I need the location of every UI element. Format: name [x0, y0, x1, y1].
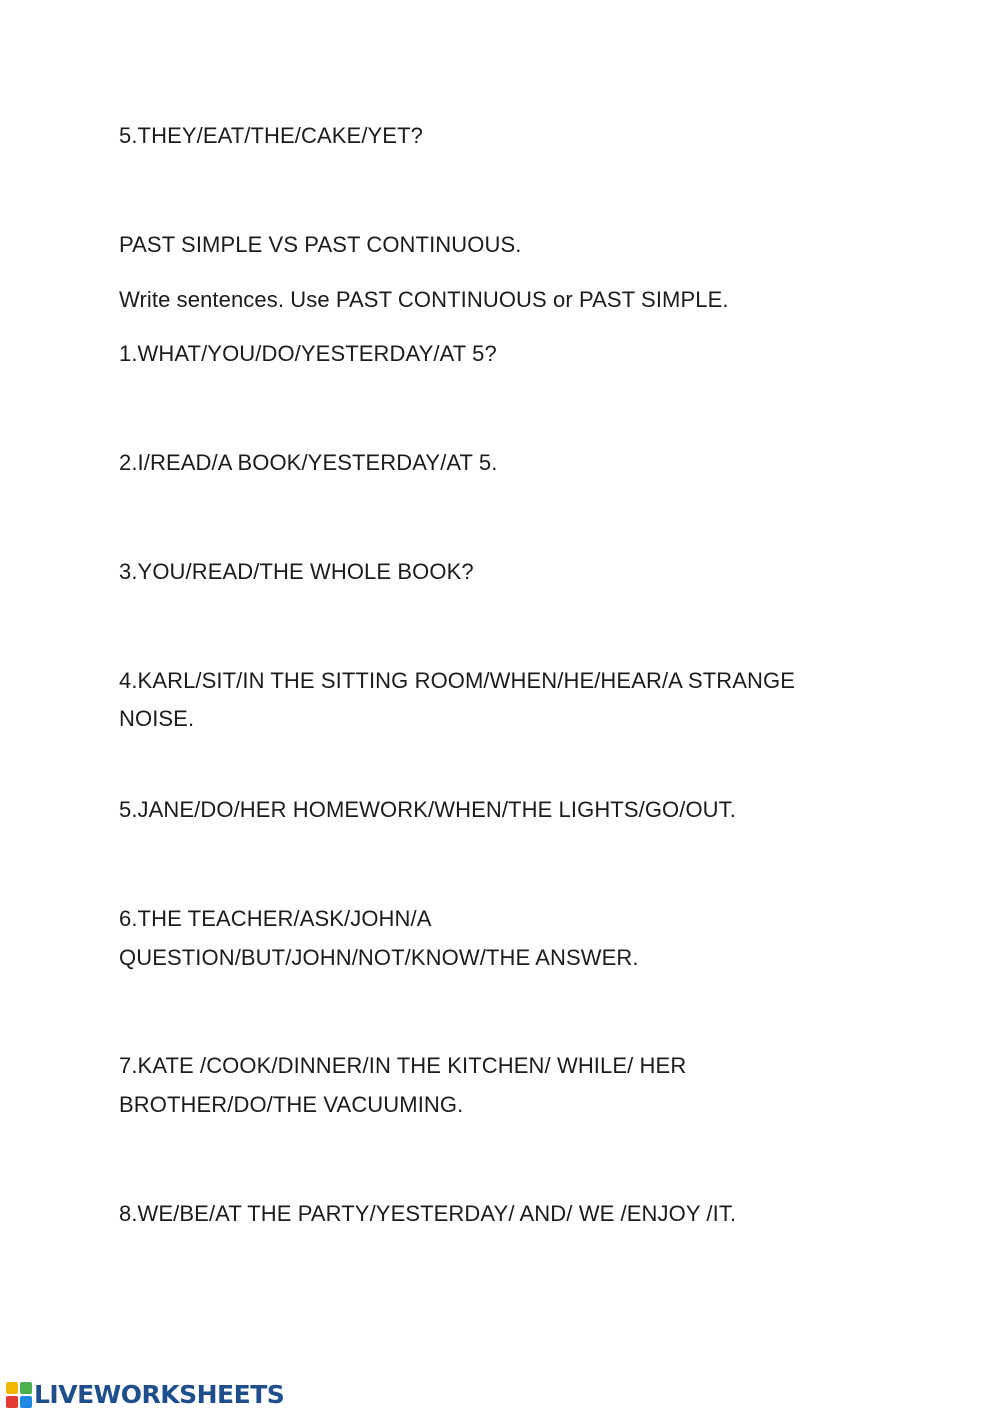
logo-square-blue: [20, 1396, 32, 1408]
exercise-item-7-line-2: BROTHER/DO/THE VACUUMING.: [119, 1092, 464, 1117]
exercise-item-4-line-1: 4.KARL/SIT/IN THE SITTING ROOM/WHEN/HE/HEAR/A STRANGE: [119, 668, 795, 693]
liveworksheets-logo-icon: [6, 1382, 32, 1408]
footer-brand: [6, 1381, 284, 1409]
section-title: PAST SIMPLE VS PAST CONTINUOUS.: [119, 232, 522, 257]
logo-square-red: [6, 1396, 18, 1408]
exercise-item-7-line-1: 7.KATE /COOK/DINNER/IN THE KITCHEN/ WHILE/ HER: [119, 1053, 687, 1078]
exercise-item-2: 2.I/READ/A BOOK/YESTERDAY/AT 5.: [119, 450, 498, 475]
exercise-item-5: 5.JANE/DO/HER HOMEWORK/WHEN/THE LIGHTS/GO/OUT.: [119, 797, 736, 822]
exercise-item-6-line-2: QUESTION/BUT/JOHN/NOT/KNOW/THE ANSWER.: [119, 945, 639, 970]
exercise-item-3: 3.YOU/READ/THE WHOLE BOOK?: [119, 559, 474, 584]
section-instruction: Write sentences. Use PAST CONTINUOUS or PAST SIMPLE.: [119, 287, 729, 312]
logo-square-green: [20, 1382, 32, 1394]
logo-square-yellow: [6, 1382, 18, 1394]
brand-name: LIVEWORKSHEETS: [34, 1380, 285, 1409]
exercise-item-1: 1.WHAT/YOU/DO/YESTERDAY/AT 5?: [119, 341, 497, 366]
prev-exercise-item-5: 5.THEY/EAT/THE/CAKE/YET?: [119, 123, 423, 148]
exercise-item-8: 8.WE/BE/AT THE PARTY/YESTERDAY/ AND/ WE /ENJOY /IT.: [119, 1201, 737, 1226]
exercise-item-4-line-2: NOISE.: [119, 706, 195, 731]
exercise-item-6-line-1: 6.THE TEACHER/ASK/JOHN/A: [119, 906, 432, 931]
